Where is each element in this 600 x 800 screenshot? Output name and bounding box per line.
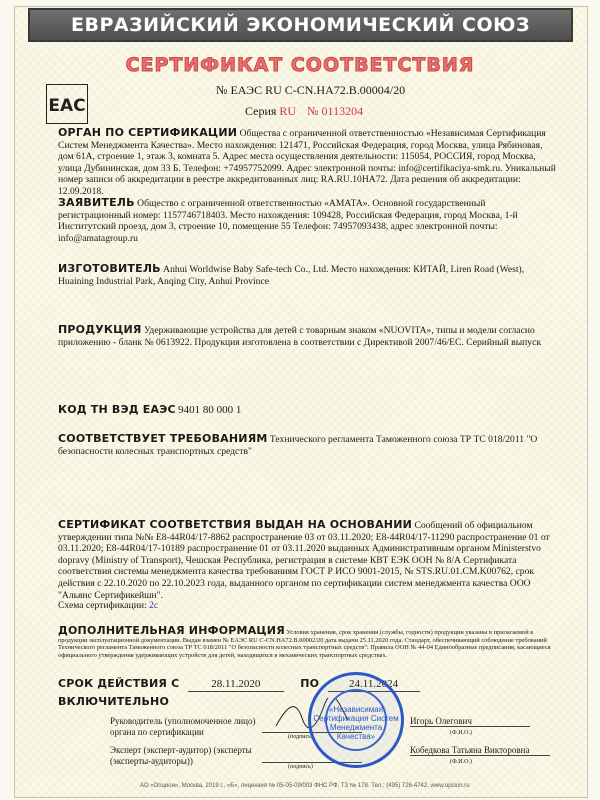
eac-mark-icon (46, 84, 88, 124)
printer-footer: АО «Опцион», Москва, 2019 г., «Б», лицензия № 05-05-09/003 ФНС РФ, ТЗ № 178. Тел.: (495) 726-4742, www.opcion.ru (140, 783, 470, 789)
expert-name: Кобедкова Татьяна Викторовна (410, 745, 550, 756)
head-fio-caption: (Ф.И.О.) (450, 730, 472, 736)
basis-text: Сообщений об официальном утверждении типа №№ Е8-44R04/17-8862 распространение 03 от 03.11.2020; Е8-44R04/17-11290 распространение 01 от 03.11.2020; Е8-44R04/17-10189 распространение 01 от 03.11.2020 выданных Административным органом Ministerstvo dopravy (Ministry of Transport), Чешская Республика, регистрация в системе КВТ ЕЭК ООН № 8/А Сертификата соответствия системы менеджмента качества требованиям ГОСТ Р ИСО 9001-2015, № STS.RU.01.CM.K00762, срок действия с 22.10.2020 по 22.10.2023 года, выданного органом по сертификации систем менеджмента качества ООО "Альянс Сертификейшн". (58, 520, 550, 601)
scheme-line (58, 600, 556, 612)
validity-heading: СРОК ДЕЙСТВИЯ С (58, 677, 180, 690)
head-signature-caption: (подпись) (288, 734, 313, 740)
series-line (245, 104, 363, 119)
scheme-label: Схема сертификации: (58, 600, 147, 611)
certificate-title: СЕРТИФИКАТ СООТВЕТСТВИЯ (125, 54, 475, 76)
series-number: № 0113204 (307, 104, 364, 118)
head-name: Игорь Олегович (410, 716, 530, 727)
organ-text: Общества с ограниченной ответственностью «Независимая Сертификация Систем Менеджмента Качества». Место нахождения: 121471, Российская Федерация, город Москва, улица Рябиновая, дом 61А, строение 1, этаж 3, комната 5. Адрес места осуществления деятельности: 115054, РОССИЯ, город Москва, улица Дубининская, дом 33 Б. Телефон: +74957752099. Адрес электронной почты: info@certifikaciya-smk.ru. Уникальный номер записи об аккредитации в реестре аккредитованных лиц: RA.RU.10HA72. Дата решения об аккредитации: 12.09.2018. (58, 128, 556, 197)
series-code: RU (279, 104, 297, 118)
manufacturer-text: Anhui Worldwise Baby Safe-tech Co., Ltd. Место нахождения: КИТАЙ, Liren Road (West), Huaining Industrial Park, Anqing City, Anhui Province (58, 264, 525, 287)
series-label: Серия (245, 104, 277, 118)
stamp-text: «Независимая Сертификация Систем Менеджмента Качества» (313, 705, 399, 741)
organ-section (58, 127, 556, 198)
basis-section (58, 519, 556, 601)
tnved-code: 9401 80 000 1 (178, 404, 242, 416)
conformity-section (58, 433, 556, 457)
union-banner (28, 8, 573, 42)
product-heading: ПРОДУКЦИЯ (58, 323, 142, 336)
additional-section (58, 624, 556, 659)
applicant-section (58, 197, 556, 244)
conformity-text: Технического регламента Таможенного союза ТР ТС 018/2011 "О безопасности колесных транспортных средств" (58, 434, 538, 457)
organ-heading: ОРГАН ПО СЕРТИФИКАЦИИ (58, 126, 238, 139)
basis-heading: СЕРТИФИКАТ СООТВЕТСТВИЯ ВЫДАН НА ОСНОВАНИИ (58, 518, 413, 531)
manufacturer-section (58, 263, 556, 287)
expert-signature-label: Эксперт (эксперт-аудитор) (эксперты (эксперты-аудиторы)) (110, 745, 252, 766)
union-title: ЕВРАЗИЙСКИЙ ЭКОНОМИЧЕСКИЙ СОЮЗ (71, 14, 530, 36)
additional-heading: ДОПОЛНИТЕЛЬНАЯ ИНФОРМАЦИЯ (58, 624, 285, 637)
certificate-number: № ЕАЭС RU C-CN.НА72.В.00004/20 (216, 83, 406, 97)
product-section (58, 324, 556, 348)
validity-to-label: ПО (300, 677, 320, 690)
tnved-heading: КОД ТН ВЭД ЕАЭС (58, 403, 176, 416)
conformity-heading: СООТВЕТСТВУЕТ ТРЕБОВАНИЯМ (58, 432, 268, 445)
organ-stamp (308, 672, 404, 768)
validity-from: 28.11.2020 (188, 679, 284, 692)
scheme-value: 2с (149, 600, 159, 611)
additional-text: Условия хранения, срок хранения (службы, годности) продукции указаны в прилагаемой к продукции эксплуатационной документации. Выдан взамен № ЕАЭС RU C-CN.НА72.В.00002/20 дата выдачи 25.11.2020 года. Стандарт, обеспечивающий соблюдение требований Технического регламента Таможенного союза ТР ТС 018/2011 "О безопасности колесных транспортных средств": Правила ООН № 44-04 Единообразные предписания, касающиеся официального утверждения удерживающих устройств для детей, находящихся в механических транспортных средствах. (58, 629, 551, 659)
applicant-heading: ЗАЯВИТЕЛЬ (58, 196, 135, 209)
expert-fio-caption: (Ф.И.О.) (450, 759, 472, 765)
manufacturer-heading: ИЗГОТОВИТЕЛЬ (58, 262, 161, 275)
applicant-text: Общество с ограниченной ответственностью «АМАТА». Основной государственный регистрационный номер: 1157746718403. Место нахождения: 109428, Российская Федерация, город Москва, 1-й Институтский проезд, дом 3, строение 10, помещение 55 Телефон: 74957093438, адрес электронной почты: info@amatagroup.ru (58, 198, 518, 244)
eac-mark-text: ЕАС (48, 96, 86, 116)
tnved-section (58, 404, 556, 417)
expert-signature-caption: (подпись) (288, 764, 313, 770)
validity-inclusive: ВКЛЮЧИТЕЛЬНО (58, 694, 170, 708)
head-signature-label: Руководитель (уполномоченное лицо) органа по сертификации (110, 716, 256, 737)
product-text: Удерживающие устройства для детей с товарным знаком «NUOVITA», типы и модели согласно приложению - бланк № 0613922. Продукция изготовлена в соответствии с Директивой 2007/46/ЕС. Серийный выпуск (58, 325, 541, 348)
validity-to: 24.11.2024 (328, 679, 420, 692)
